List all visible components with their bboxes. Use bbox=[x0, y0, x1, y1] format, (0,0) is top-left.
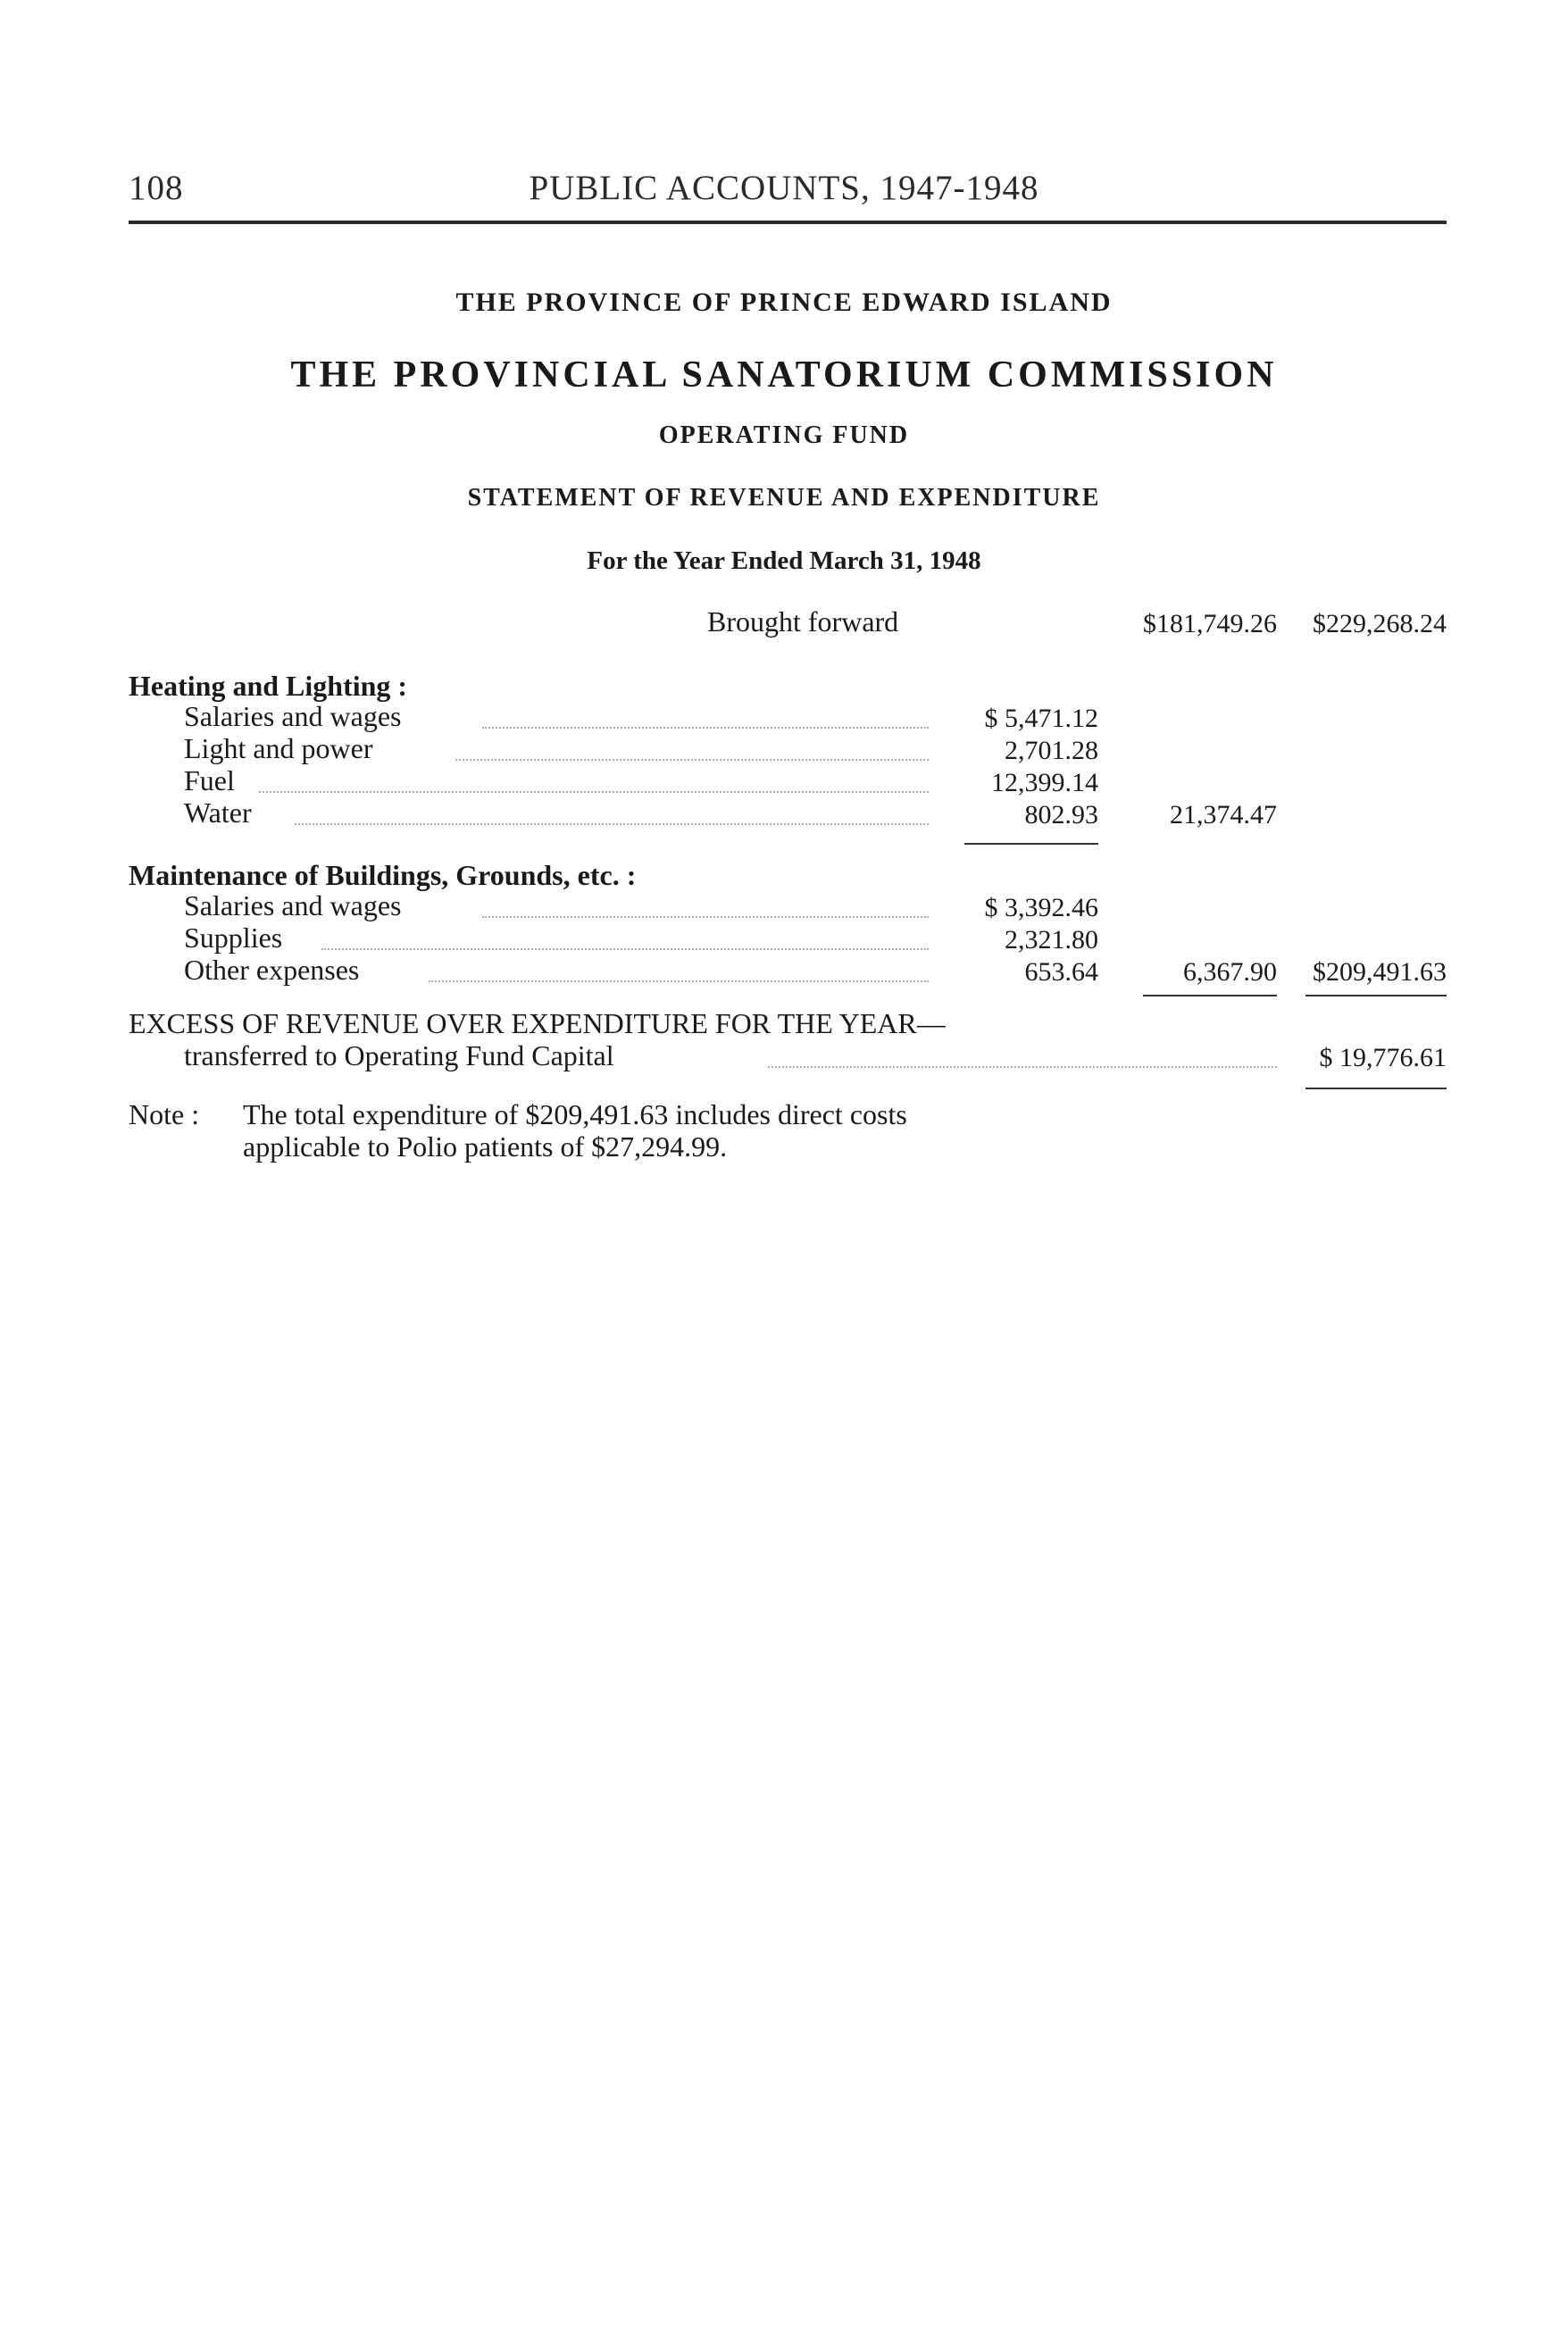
heating-item-label: Salaries and wages bbox=[184, 700, 402, 732]
page-number: 108 bbox=[129, 169, 184, 207]
maintenance-item-amount: 653.64 bbox=[1024, 957, 1098, 987]
maintenance-section-title: Maintenance of Buildings, Grounds, etc. : bbox=[129, 859, 637, 891]
excess-line2: transferred to Operating Fund Capital bbox=[184, 1039, 614, 1071]
total-rule bbox=[1305, 1088, 1447, 1089]
note-line1: The total expenditure of $209,491.63 includes direct costs bbox=[243, 1098, 907, 1130]
heating-item-label: Light and power bbox=[184, 732, 373, 764]
statement-heading: STATEMENT OF REVENUE AND EXPENDITURE bbox=[467, 484, 1101, 512]
leader-dots bbox=[429, 980, 929, 982]
maintenance-item-label: Salaries and wages bbox=[184, 889, 402, 921]
running-title: PUBLIC ACCOUNTS, 1947-1948 bbox=[529, 169, 1039, 207]
subtotal-rule bbox=[1305, 995, 1447, 996]
heating-item-amount: $ 5,471.12 bbox=[984, 704, 1098, 733]
leader-dots bbox=[295, 823, 929, 825]
maintenance-item-amount: 2,321.80 bbox=[1005, 925, 1098, 955]
heating-item-amount: 12,399.14 bbox=[991, 768, 1098, 797]
header-rule bbox=[129, 221, 1447, 224]
note-line2: applicable to Polio patients of $27,294.99. bbox=[243, 1130, 728, 1163]
leader-dots bbox=[455, 759, 929, 761]
fund-heading: OPERATING FUND bbox=[658, 421, 910, 449]
commission-heading: THE PROVINCIAL SANATORIUM COMMISSION bbox=[290, 354, 1278, 396]
subtotal-rule bbox=[964, 843, 1098, 845]
subtotal-rule bbox=[1143, 995, 1277, 996]
grand-total-expenditure: $209,491.63 bbox=[1313, 957, 1447, 987]
note-label: Note : bbox=[129, 1098, 200, 1130]
brought-forward-col2: $181,749.26 bbox=[1143, 609, 1277, 638]
excess-amount: $ 19,776.61 bbox=[1319, 1043, 1447, 1072]
leader-dots bbox=[482, 916, 929, 918]
maintenance-item-label: Supplies bbox=[184, 921, 283, 954]
heating-item-label: Fuel bbox=[184, 764, 235, 796]
heating-item-amount: 802.93 bbox=[1024, 800, 1098, 830]
maintenance-total: 6,367.90 bbox=[1183, 957, 1277, 987]
heating-section-title: Heating and Lighting : bbox=[129, 670, 408, 702]
heating-total: 21,374.47 bbox=[1170, 800, 1277, 830]
heating-item-amount: 2,701.28 bbox=[1005, 736, 1098, 765]
maintenance-item-amount: $ 3,392.46 bbox=[984, 893, 1098, 922]
leader-dots bbox=[259, 791, 929, 793]
province-heading: THE PROVINCE OF PRINCE EDWARD ISLAND bbox=[455, 288, 1113, 317]
leader-dots bbox=[321, 948, 929, 950]
heating-item-label: Water bbox=[184, 796, 252, 829]
maintenance-item-label: Other expenses bbox=[184, 954, 360, 986]
brought-forward-col3: $229,268.24 bbox=[1313, 609, 1447, 638]
excess-line1: EXCESS OF REVENUE OVER EXPENDITURE FOR THE YEAR— bbox=[129, 1007, 946, 1039]
brought-forward-label: Brought forward bbox=[707, 605, 899, 638]
leader-dots bbox=[768, 1066, 1277, 1068]
period-heading: For the Year Ended March 31, 1948 bbox=[587, 546, 981, 575]
leader-dots bbox=[482, 727, 929, 729]
